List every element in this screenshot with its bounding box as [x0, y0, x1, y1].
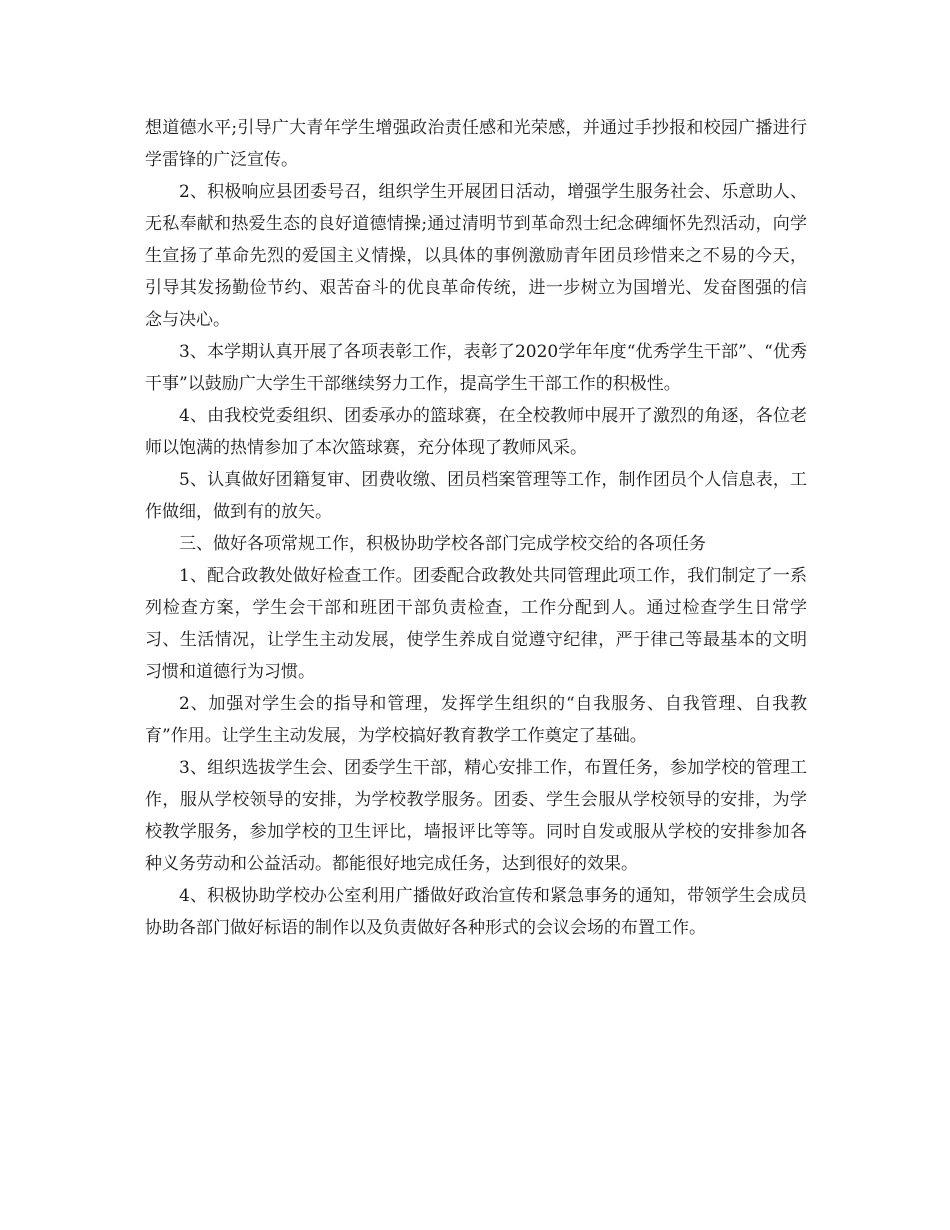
paragraph-item-1-inspection: 1、配合政教处做好检查工作。团委配合政教处共同管理此项工作，我们制定了一系列检查方案，学生会干部和班团干部负责检查，工作分配到人。通过检查学生日常学习、生活情况，让学生主动发展，使学生养成自觉遵守纪律，严于律己等最基本的文明习惯和道德行为习惯。 [145, 566, 807, 682]
paragraph-item-4-basketball: 4、由我校党委组织、团委承办的篮球赛，在全校教师中展开了激烈的角逐，各位老师以饱满的热情参加了本次篮球赛，充分体现了教师风采。 [145, 406, 807, 458]
document-page [145, 112, 807, 944]
paragraph-item-5-membership: 5、认真做好团籍复审、团费收缴、团员档案管理等工作，制作团员个人信息表，工作做细，做到有的放矢。 [145, 470, 807, 522]
paragraph-item-4-broadcast: 4、积极协助学校办公室利用广播做好政治宣传和紧急事务的通知，带领学生会成员协助各部门做好标语的制作以及负责做好各种形式的会议会场的布置工作。 [145, 886, 807, 938]
paragraph-continued-intro: 想道德水平;引导广大青年学生增强政治责任感和光荣感，并通过手抄报和校园广播进行学雷锋的广泛宣传。 [145, 118, 807, 170]
paragraph-item-3-commendation: 3、本学期认真开展了各项表彰工作，表彰了2020学年年度“优秀学生干部”、“优秀干事”以鼓励广大学生干部继续努力工作，提高学生干部工作的积极性。 [145, 342, 807, 394]
paragraph-item-2-league-day: 2、积极响应县团委号召，组织学生开展团日活动，增强学生服务社会、乐意助人、无私奉献和热爱生态的良好道德情操;通过清明节到革命烈士纪念碑缅怀先烈活动，向学生宣扬了革命先烈的爱国主义情操，以具体的事例激励青年团员珍惜来之不易的今天，引导其发扬勤俭节约、艰苦奋斗的优良革命传统，进一步树立为国增光、发奋图强的信念与决心。 [145, 182, 807, 330]
section-heading-3: 三、做好各项常规工作，积极协助学校各部门完成学校交给的各项任务 [179, 534, 706, 554]
paragraph-item-2-guidance: 2、加强对学生会的指导和管理，发挥学生组织的“自我服务、自我管理、自我教育”作用。让学生主动发展，为学校搞好教育教学工作奠定了基础。 [145, 694, 807, 746]
paragraph-item-3-selection: 3、组织选拔学生会、团委学生干部，精心安排工作，布置任务，参加学校的管理工作，服从学校领导的安排，为学校教学服务。团委、学生会服从学校领导的安排，为学校教学服务，参加学校的卫生评比，墙报评比等等。同时自发或服从学校的安排参加各种义务劳动和公益活动。都能很好地完成任务，达到很好的效果。 [145, 758, 807, 874]
